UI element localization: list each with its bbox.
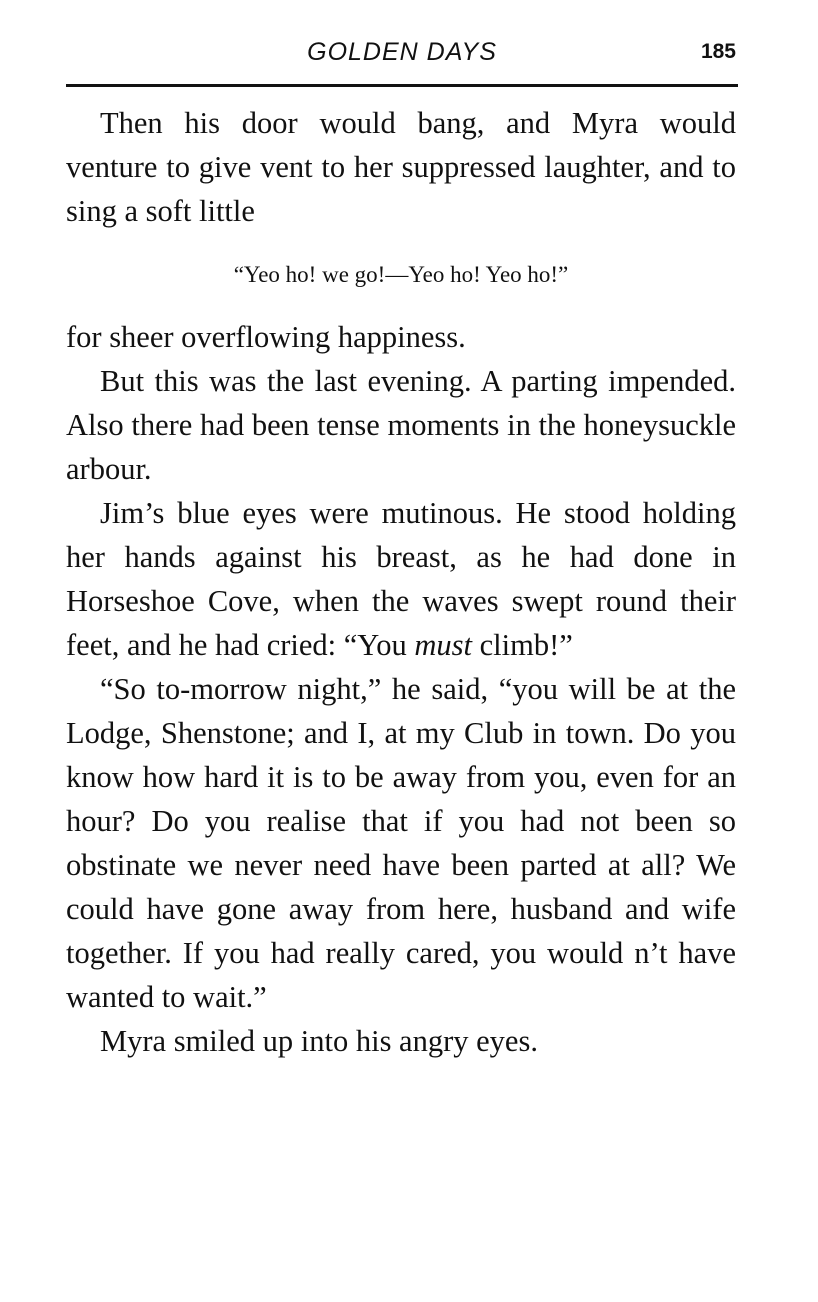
paragraph-2: for sheer overflowing happiness. [66, 320, 466, 354]
emphasis-must: must [414, 628, 473, 662]
paragraph-4-text: Jim’s blue eyes were mutinous. He stood holding her hands against his breast, as he had done in Horseshoe Cove, when the waves swept round their feet, and he had cried: “You [66, 496, 736, 662]
page-number: 185 [700, 40, 736, 63]
paragraph-4 [66, 491, 736, 667]
header-rule [66, 84, 738, 87]
paragraph-3: But this was the last evening. A parting impended. Also there had been tense moments in the honeysuckle arbour. [66, 364, 736, 486]
paragraph-6: Myra smiled up into his angry eyes. [100, 1024, 538, 1058]
body-text [66, 101, 736, 1063]
running-title: GOLDEN DAYS [307, 38, 497, 66]
running-head [66, 38, 738, 72]
paragraph-1: Then his door would bang, and Myra would venture to give vent to her suppressed laughter, and to sing a soft little [66, 106, 736, 228]
song-line: “Yeo ho! we go!—Yeo ho! Yeo ho!” [233, 262, 569, 287]
paragraph-5: “So to-morrow night,” he said, “you will be at the Lodge, Shenstone; and I, at my Club in town. Do you know how hard it is to be away from you, even for an hour? Do you realise that if you had not been so obstinate we never need have been parted at all? We could have gone away from here, husband and wife together. If you had really cared, you would n’t have wanted to wait.” [66, 672, 736, 1014]
paragraph-4-ending: climb!” [472, 628, 573, 662]
